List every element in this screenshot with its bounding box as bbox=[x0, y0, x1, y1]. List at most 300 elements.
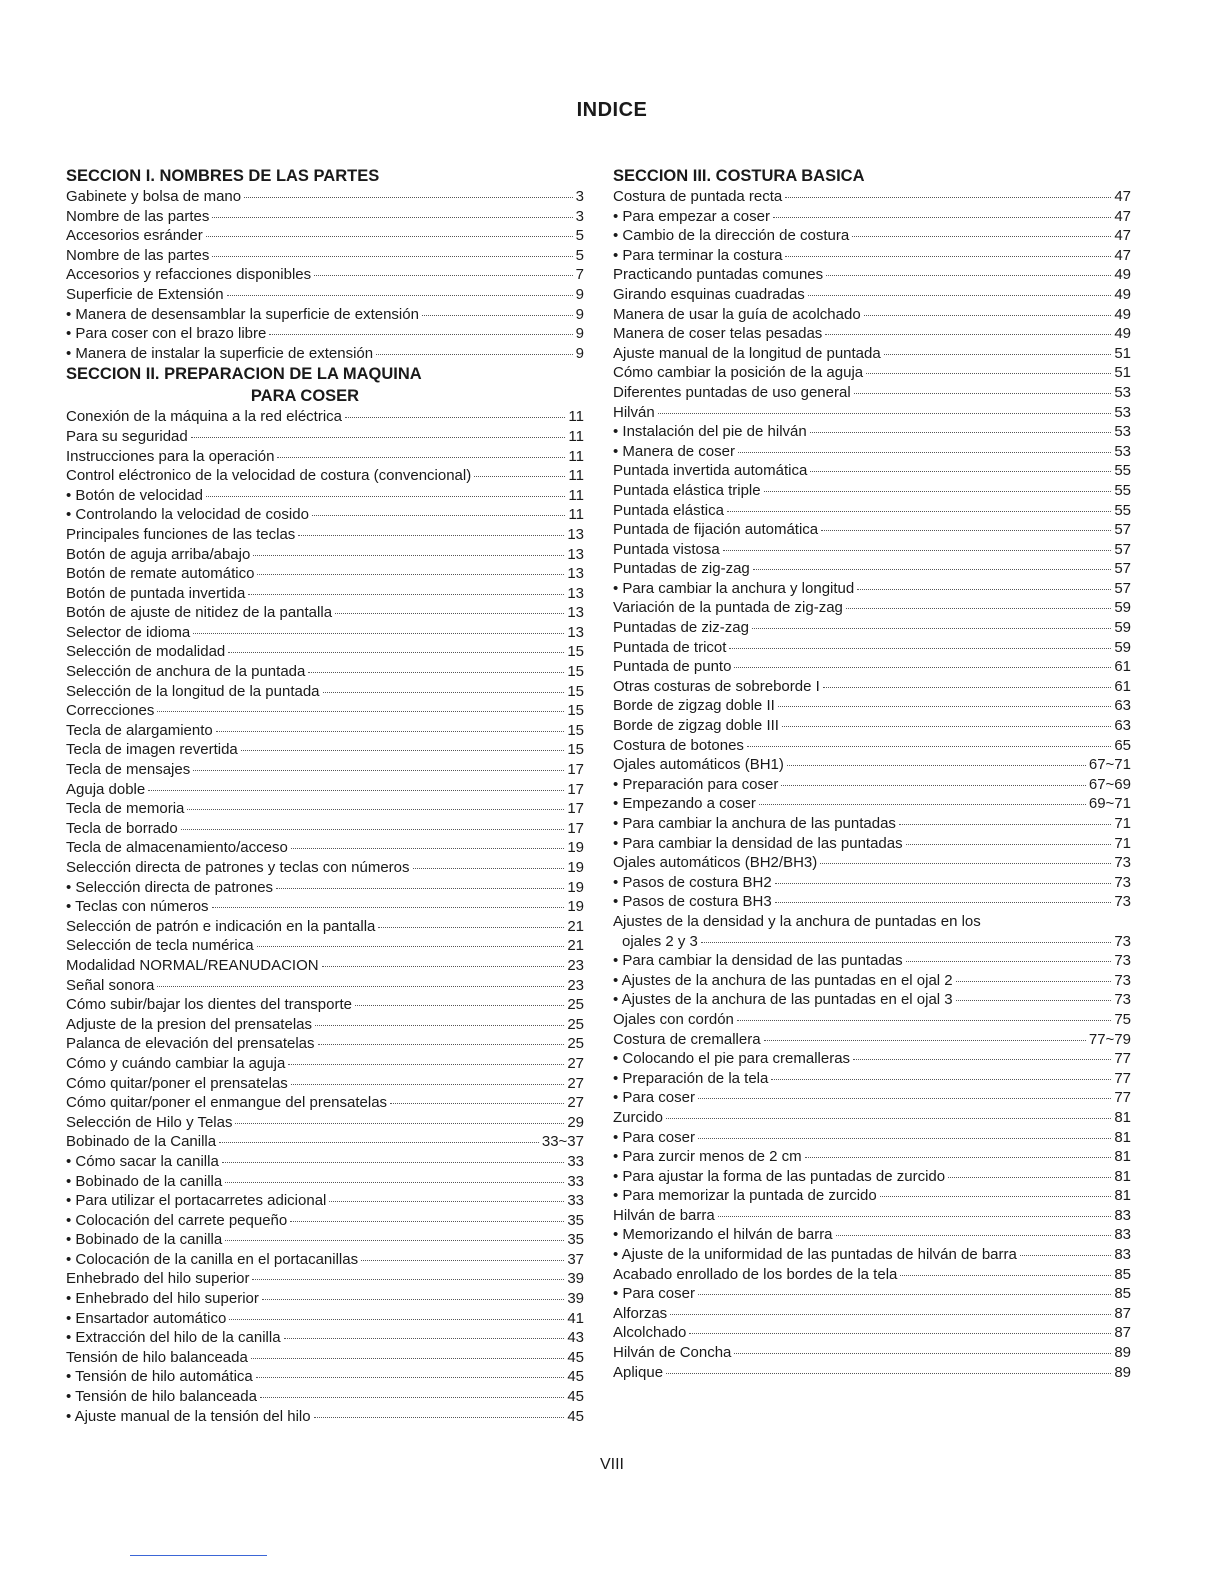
toc-entry bbox=[613, 892, 1131, 912]
toc-entry-text: Borde de zigzag doble III bbox=[613, 717, 779, 735]
toc-entry-page: 63 bbox=[1114, 717, 1131, 735]
toc-entry bbox=[66, 265, 584, 285]
toc-entry bbox=[66, 662, 584, 682]
dot-leader bbox=[899, 824, 1111, 825]
toc-entry-text: • Manera de desensamblar la superficie de extensión bbox=[66, 305, 419, 323]
toc-entry-text: Accesorios esránder bbox=[66, 227, 203, 245]
toc-entry-page: 53 bbox=[1114, 383, 1131, 401]
toc-entry-text: Tecla de imagen revertida bbox=[66, 741, 238, 759]
toc-entry bbox=[613, 403, 1131, 423]
toc-entry-page: 39 bbox=[567, 1290, 584, 1308]
toc-entry-text: Palanca de elevación del prensatelas bbox=[66, 1035, 315, 1053]
dot-leader bbox=[322, 966, 565, 967]
toc-entry-text: Selección de Hilo y Telas bbox=[66, 1113, 233, 1131]
toc-entry-page: 7 bbox=[575, 266, 584, 284]
toc-entry bbox=[613, 1049, 1131, 1069]
toc-entry bbox=[613, 1147, 1131, 1167]
toc-entry-page: 59 bbox=[1114, 638, 1131, 656]
dot-leader bbox=[759, 804, 1086, 805]
toc-entry-text: Nombre de las partes bbox=[66, 207, 210, 225]
dot-leader bbox=[853, 1059, 1111, 1060]
dot-leader bbox=[948, 1177, 1111, 1178]
toc-entry-text: • Para coser bbox=[613, 1128, 695, 1146]
dot-leader bbox=[323, 692, 565, 693]
toc-entry bbox=[613, 755, 1131, 775]
toc-entry bbox=[66, 1132, 584, 1152]
toc-entry-page: 35 bbox=[567, 1231, 584, 1249]
dot-leader bbox=[778, 706, 1112, 707]
toc-entry bbox=[66, 1211, 584, 1231]
toc-entry-page: 49 bbox=[1114, 285, 1131, 303]
toc-entry bbox=[66, 564, 584, 584]
toc-entry bbox=[66, 525, 584, 545]
toc-entry-page: 41 bbox=[567, 1309, 584, 1327]
toc-entry-text: Manera de usar la guía de acolchado bbox=[613, 305, 861, 323]
dot-leader bbox=[314, 1417, 565, 1418]
toc-entry bbox=[613, 285, 1131, 305]
toc-list-section-2 bbox=[66, 407, 584, 1426]
toc-entry-line2 bbox=[613, 932, 1131, 952]
toc-entry-text: • Bobinado de la canilla bbox=[66, 1231, 223, 1249]
toc-entry bbox=[66, 1230, 584, 1250]
toc-entry bbox=[613, 990, 1131, 1010]
toc-entry bbox=[613, 618, 1131, 638]
toc-entry-text-line2: ojales 2 y 3 bbox=[622, 932, 698, 950]
toc-entry bbox=[66, 1407, 584, 1427]
toc-entry-text: Tecla de mensajes bbox=[66, 761, 191, 779]
toc-entry-text: Selección de patrón e indicación en la pantalla bbox=[66, 917, 376, 935]
toc-entry bbox=[613, 265, 1131, 285]
footer-line bbox=[130, 1555, 267, 1556]
toc-entry-text: • Ajustes de la anchura de las puntadas en el ojal 3 bbox=[613, 991, 953, 1009]
toc-entry-text: Ojales automáticos (BH1) bbox=[613, 756, 784, 774]
toc-entry-text: • Para coser bbox=[613, 1089, 695, 1107]
dot-leader bbox=[775, 902, 1112, 903]
toc-entry-text: • Para cambiar la densidad de las puntadas bbox=[613, 834, 903, 852]
dot-leader bbox=[378, 927, 564, 928]
toc-entry-page: 89 bbox=[1114, 1344, 1131, 1362]
toc-entry-text: • Colocando el pie para cremalleras bbox=[613, 1050, 851, 1068]
section-heading-1: SECCION I. NOMBRES DE LAS PARTES bbox=[66, 167, 380, 185]
toc-entry bbox=[66, 1054, 584, 1074]
toc-entry-page: 9 bbox=[575, 344, 584, 362]
toc-entry-text: Alforzas bbox=[613, 1304, 668, 1322]
toc-entry-page: 81 bbox=[1114, 1167, 1131, 1185]
toc-entry-text: Variación de la puntada de zig-zag bbox=[613, 599, 843, 617]
dot-leader bbox=[308, 672, 564, 673]
toc-entry-text: Cómo cambiar la posición de la aguja bbox=[613, 364, 864, 382]
toc-entry-text: Costura de puntada recta bbox=[613, 188, 783, 205]
toc-entry-text: Puntada invertida automática bbox=[613, 462, 808, 480]
toc-entry bbox=[613, 579, 1131, 599]
toc-entry bbox=[66, 819, 584, 839]
toc-entry-page: 59 bbox=[1114, 619, 1131, 637]
toc-entry-text: • Pasos de costura BH3 bbox=[613, 893, 772, 911]
toc-entry bbox=[613, 207, 1131, 227]
toc-entry-text: Tensión de hilo balanceada bbox=[66, 1348, 248, 1366]
dot-leader bbox=[335, 613, 564, 614]
toc-entry bbox=[613, 305, 1131, 325]
toc-entry bbox=[66, 1289, 584, 1309]
toc-entry-page: 11 bbox=[568, 506, 584, 524]
toc-list-section-3b bbox=[613, 951, 1131, 1382]
toc-entry-page: 59 bbox=[1114, 599, 1131, 617]
toc-right-column bbox=[613, 165, 1131, 1382]
toc-entry-text: • Ajuste manual de la tensión del hilo bbox=[66, 1407, 311, 1425]
toc-entry bbox=[66, 1269, 584, 1289]
dot-leader bbox=[689, 1333, 1111, 1334]
toc-entry-page: 57 bbox=[1114, 560, 1131, 578]
dot-leader bbox=[318, 1044, 565, 1045]
toc-entry-text: • Ajuste de la uniformidad de las puntadas de hilván de barra bbox=[613, 1246, 1017, 1264]
dot-leader bbox=[252, 1279, 564, 1280]
toc-entry-text: Enhebrado del hilo superior bbox=[66, 1270, 250, 1288]
toc-entry-text: Puntadas de ziz-zag bbox=[613, 619, 749, 637]
dot-leader bbox=[826, 275, 1111, 276]
toc-entry bbox=[66, 1074, 584, 1094]
toc-entry-text: Aguja doble bbox=[66, 780, 146, 798]
toc-entry bbox=[66, 187, 584, 207]
toc-entry-page: 27 bbox=[567, 1074, 584, 1092]
dot-leader bbox=[291, 1084, 565, 1085]
dot-leader bbox=[723, 550, 1112, 551]
toc-entry-page: 83 bbox=[1114, 1206, 1131, 1224]
toc-entry-text: Selección de modalidad bbox=[66, 643, 226, 661]
toc-entry bbox=[66, 545, 584, 565]
dot-leader bbox=[785, 256, 1111, 257]
toc-entry-page: 11 bbox=[568, 447, 584, 465]
toc-entry-page: 75 bbox=[1114, 1010, 1131, 1028]
toc-list-section-3a bbox=[613, 187, 1131, 912]
toc-entry-page: 77 bbox=[1114, 1089, 1131, 1107]
toc-entry-page: 69~71 bbox=[1088, 795, 1131, 813]
toc-entry bbox=[66, 505, 584, 525]
toc-entry-page: 55 bbox=[1114, 501, 1131, 519]
toc-entry-page: 13 bbox=[567, 623, 584, 641]
dot-leader bbox=[729, 648, 1111, 649]
toc-entry-text: Otras costuras de sobreborde I bbox=[613, 677, 820, 695]
toc-entry bbox=[66, 740, 584, 760]
dot-leader bbox=[251, 1358, 565, 1359]
dot-leader bbox=[698, 1138, 1111, 1139]
dot-leader bbox=[269, 334, 572, 335]
dot-leader bbox=[884, 354, 1112, 355]
dot-leader bbox=[864, 315, 1112, 316]
toc-entry-page: 15 bbox=[567, 663, 584, 681]
toc-entry-text: Cómo subir/bajar los dientes del transporte bbox=[66, 996, 352, 1014]
toc-entry-text: Manera de coser telas pesadas bbox=[613, 325, 823, 343]
dot-leader bbox=[810, 432, 1112, 433]
toc-entry-page: 29 bbox=[567, 1113, 584, 1131]
toc-entry-text: Hilván bbox=[613, 403, 655, 421]
toc-entry-page: 81 bbox=[1114, 1187, 1131, 1205]
toc-entry-page: 37 bbox=[567, 1250, 584, 1268]
toc-entry-page: 73 bbox=[1114, 932, 1131, 950]
toc-entry-page: 19 bbox=[567, 878, 584, 896]
toc-entry-page: 11 bbox=[568, 486, 584, 504]
dot-leader bbox=[785, 197, 1111, 198]
toc-entry-page: 49 bbox=[1114, 305, 1131, 323]
dot-leader bbox=[276, 888, 564, 889]
toc-entry-wrapped bbox=[613, 912, 1131, 951]
dot-leader bbox=[854, 393, 1112, 394]
toc-entry-page: 55 bbox=[1114, 462, 1131, 480]
toc-entry-page: 83 bbox=[1114, 1246, 1131, 1264]
dot-leader bbox=[260, 1397, 564, 1398]
toc-entry bbox=[613, 187, 1131, 207]
toc-entry bbox=[613, 383, 1131, 403]
dot-leader bbox=[773, 217, 1111, 218]
toc-entry-page: 19 bbox=[567, 859, 584, 876]
toc-entry bbox=[66, 603, 584, 623]
toc-entry-page: 73 bbox=[1114, 952, 1131, 970]
toc-entry-text: • Selección directa de patrones bbox=[66, 878, 274, 896]
dot-leader bbox=[227, 295, 573, 296]
toc-entry-page: 61 bbox=[1114, 658, 1131, 676]
toc-entry-page: 45 bbox=[567, 1407, 584, 1425]
toc-entry-text: • Para cambiar la anchura y longitud bbox=[613, 579, 855, 597]
toc-entry-text: • Instalación del pie de hilván bbox=[613, 423, 807, 441]
toc-entry-text: • Ensartador automático bbox=[66, 1309, 227, 1327]
toc-entry-text: Practicando puntadas comunes bbox=[613, 266, 824, 284]
toc-entry-page: 15 bbox=[567, 643, 584, 661]
section-heading-3: SECCION III. COSTURA BASICA bbox=[613, 167, 865, 185]
toc-entry bbox=[613, 1206, 1131, 1226]
toc-entry bbox=[613, 638, 1131, 658]
toc-entry bbox=[613, 814, 1131, 834]
toc-entry-page: 23 bbox=[567, 976, 584, 994]
toc-entry bbox=[66, 207, 584, 227]
toc-entry-text: Puntada elástica bbox=[613, 501, 724, 519]
toc-entry-page: 71 bbox=[1114, 815, 1131, 832]
toc-entry-page: 13 bbox=[567, 584, 584, 602]
toc-entry-page: 81 bbox=[1114, 1148, 1131, 1166]
toc-entry-text: Superficie de Extensión bbox=[66, 285, 224, 303]
dot-leader bbox=[852, 236, 1111, 237]
toc-entry bbox=[66, 780, 584, 800]
dot-leader bbox=[1020, 1255, 1111, 1256]
toc-entry bbox=[613, 1265, 1131, 1285]
toc-entry bbox=[66, 682, 584, 702]
toc-entry-page: 19 bbox=[567, 898, 584, 916]
toc-entry bbox=[66, 995, 584, 1015]
dot-leader bbox=[701, 942, 1111, 943]
toc-entry-page: 21 bbox=[567, 937, 584, 955]
dot-leader bbox=[900, 1275, 1111, 1276]
toc-entry-text: Tecla de almacenamiento/acceso bbox=[66, 839, 288, 857]
dot-leader bbox=[771, 1079, 1111, 1080]
toc-entry-text: Gabinete y bolsa de mano bbox=[66, 188, 242, 205]
toc-entry-text: Principales funciones de las teclas bbox=[66, 525, 296, 543]
toc-entry bbox=[613, 1186, 1131, 1206]
toc-entry-page: 77~79 bbox=[1088, 1030, 1131, 1048]
toc-entry-text: • Enhebrado del hilo superior bbox=[66, 1290, 259, 1308]
toc-entry bbox=[613, 501, 1131, 521]
toc-entry-text: • Colocación del carrete pequeño bbox=[66, 1211, 288, 1229]
toc-entry bbox=[66, 721, 584, 741]
toc-entry bbox=[66, 642, 584, 662]
toc-entry bbox=[613, 853, 1131, 873]
dot-leader bbox=[225, 1240, 564, 1241]
dot-leader bbox=[291, 848, 565, 849]
dot-leader bbox=[820, 863, 1111, 864]
dot-leader bbox=[181, 829, 565, 830]
dot-leader bbox=[753, 569, 1112, 570]
toc-entry-text: Botón de ajuste de nitidez de la pantalla bbox=[66, 604, 333, 622]
toc-entry-page: 73 bbox=[1114, 893, 1131, 911]
dot-leader bbox=[821, 530, 1111, 531]
toc-entry-page: 33 bbox=[567, 1192, 584, 1210]
toc-entry-page: 5 bbox=[575, 246, 584, 264]
toc-entry bbox=[66, 1152, 584, 1172]
section-heading-2-continued: PARA COSER bbox=[250, 387, 360, 406]
toc-entry bbox=[66, 1309, 584, 1329]
toc-entry bbox=[66, 799, 584, 819]
toc-entry-page: 57 bbox=[1114, 579, 1131, 597]
toc-entry-text: Ajuste manual de la longitud de puntada bbox=[613, 344, 881, 362]
dot-leader bbox=[698, 1098, 1111, 1099]
toc-entry-page: 17 bbox=[567, 761, 584, 779]
dot-leader bbox=[698, 1294, 1111, 1295]
dot-leader bbox=[314, 275, 573, 276]
toc-entry-page: 53 bbox=[1114, 442, 1131, 460]
toc-entry-text: Accesorios y refacciones disponibles bbox=[66, 266, 312, 284]
toc-entry bbox=[613, 344, 1131, 364]
toc-entry bbox=[66, 1367, 584, 1387]
toc-entry bbox=[66, 486, 584, 506]
dot-leader bbox=[737, 1020, 1111, 1021]
dot-leader bbox=[257, 946, 565, 947]
toc-entry-page: 45 bbox=[567, 1388, 584, 1406]
dot-leader bbox=[256, 1377, 565, 1378]
toc-entry-page: 77 bbox=[1114, 1069, 1131, 1087]
toc-entry bbox=[613, 520, 1131, 540]
toc-entry-text: • Botón de velocidad bbox=[66, 486, 204, 504]
toc-entry-text: Puntada vistosa bbox=[613, 540, 720, 558]
toc-entry-text: Nombre de las partes bbox=[66, 246, 210, 264]
dot-leader bbox=[262, 1299, 564, 1300]
toc-entry-text: Para su seguridad bbox=[66, 427, 188, 445]
toc-entry-page: 11 bbox=[568, 427, 584, 445]
toc-entry bbox=[66, 285, 584, 305]
toc-entry bbox=[66, 838, 584, 858]
toc-entry bbox=[613, 1343, 1131, 1363]
toc-entry-page: 13 bbox=[567, 545, 584, 563]
dot-leader bbox=[658, 413, 1112, 414]
toc-entry-text: Cómo y cuándo cambiar la aguja bbox=[66, 1054, 286, 1072]
toc-entry-page: 13 bbox=[567, 525, 584, 543]
dot-leader bbox=[764, 1040, 1086, 1041]
toc-entry bbox=[66, 1328, 584, 1348]
toc-entry bbox=[66, 701, 584, 721]
toc-entry-page: 15 bbox=[567, 721, 584, 739]
dot-leader bbox=[752, 628, 1111, 629]
toc-entry-text: Selección de la longitud de la puntada bbox=[66, 682, 320, 700]
toc-entry-page: 33 bbox=[567, 1152, 584, 1170]
toc-entry-page: 3 bbox=[575, 207, 584, 225]
toc-entry-text: Aplique bbox=[613, 1363, 664, 1381]
toc-entry-page: 27 bbox=[567, 1094, 584, 1112]
toc-entry bbox=[66, 936, 584, 956]
toc-entry-page: 17 bbox=[567, 819, 584, 837]
toc-entry bbox=[613, 598, 1131, 618]
toc-entry bbox=[66, 584, 584, 604]
dot-leader bbox=[288, 1064, 564, 1065]
toc-entry-text: Hilván de Concha bbox=[613, 1344, 732, 1362]
page-title: INDICE bbox=[576, 99, 648, 121]
section-heading-2: SECCION II. PREPARACION DE LA MAQUINA bbox=[66, 365, 422, 384]
toc-entry bbox=[66, 1191, 584, 1211]
toc-entry bbox=[66, 760, 584, 780]
dot-leader bbox=[355, 1005, 564, 1006]
toc-entry bbox=[613, 540, 1131, 560]
toc-entry-text: • Preparación de la tela bbox=[613, 1069, 769, 1087]
dot-leader bbox=[157, 986, 564, 987]
toc-entry-page: 61 bbox=[1114, 677, 1131, 695]
toc-entry-text: • Para cambiar la anchura de las puntadas bbox=[613, 815, 896, 832]
toc-entry-page: 85 bbox=[1114, 1265, 1131, 1283]
dot-leader bbox=[212, 256, 572, 257]
toc-entry bbox=[613, 1167, 1131, 1187]
dot-leader bbox=[193, 633, 564, 634]
toc-entry-text: • Ajustes de la anchura de las puntadas en el ojal 2 bbox=[613, 971, 953, 989]
dot-leader bbox=[666, 1118, 1111, 1119]
toc-entry-page: 47 bbox=[1114, 227, 1131, 245]
dot-leader bbox=[727, 511, 1111, 512]
toc-entry-page: 15 bbox=[567, 741, 584, 759]
toc-entry-text-line1: Ajustes de la densidad y la anchura de puntadas en los bbox=[613, 912, 981, 930]
toc-entry-page: 15 bbox=[567, 682, 584, 700]
toc-entry bbox=[613, 1225, 1131, 1245]
toc-entry-page: 23 bbox=[567, 956, 584, 974]
toc-entry-page: 45 bbox=[567, 1368, 584, 1386]
toc-entry bbox=[613, 775, 1131, 795]
toc-entry-text: Puntadas de zig-zag bbox=[613, 560, 750, 578]
dot-leader bbox=[312, 515, 566, 516]
toc-entry-text: Puntada de punto bbox=[613, 658, 732, 676]
toc-entry-text: • Manera de instalar la superficie de extensión bbox=[66, 344, 374, 362]
toc-entry bbox=[66, 917, 584, 937]
dot-leader bbox=[413, 868, 565, 869]
dot-leader bbox=[390, 1103, 564, 1104]
toc-entry-text: Tecla de alargamiento bbox=[66, 721, 213, 739]
toc-entry bbox=[66, 447, 584, 467]
dot-leader bbox=[956, 981, 1112, 982]
toc-entry-page: 21 bbox=[567, 917, 584, 935]
dot-leader bbox=[290, 1221, 564, 1222]
toc-entry-page: 87 bbox=[1114, 1304, 1131, 1322]
dot-leader bbox=[329, 1201, 564, 1202]
dot-leader bbox=[857, 589, 1111, 590]
dot-leader bbox=[157, 711, 564, 712]
toc-entry bbox=[66, 858, 584, 878]
dot-leader bbox=[212, 217, 572, 218]
dot-leader bbox=[361, 1260, 564, 1261]
toc-entry-page: 19 bbox=[567, 839, 584, 857]
dot-leader bbox=[219, 1142, 539, 1143]
toc-entry bbox=[613, 716, 1131, 736]
dot-leader bbox=[734, 1353, 1111, 1354]
toc-entry-text: • Para coser con el brazo libre bbox=[66, 325, 267, 343]
dot-leader bbox=[244, 197, 573, 198]
dot-leader bbox=[277, 457, 565, 458]
toc-entry-page: 3 bbox=[575, 188, 584, 205]
toc-entry bbox=[66, 1093, 584, 1113]
dot-leader bbox=[846, 608, 1111, 609]
toc-entry-text: Control eléctronico de la velocidad de costura (convencional) bbox=[66, 467, 472, 485]
toc-entry-text: Acabado enrollado de los bordes de la tela bbox=[613, 1265, 898, 1283]
toc-entry-text: • Tensión de hilo automática bbox=[66, 1368, 253, 1386]
